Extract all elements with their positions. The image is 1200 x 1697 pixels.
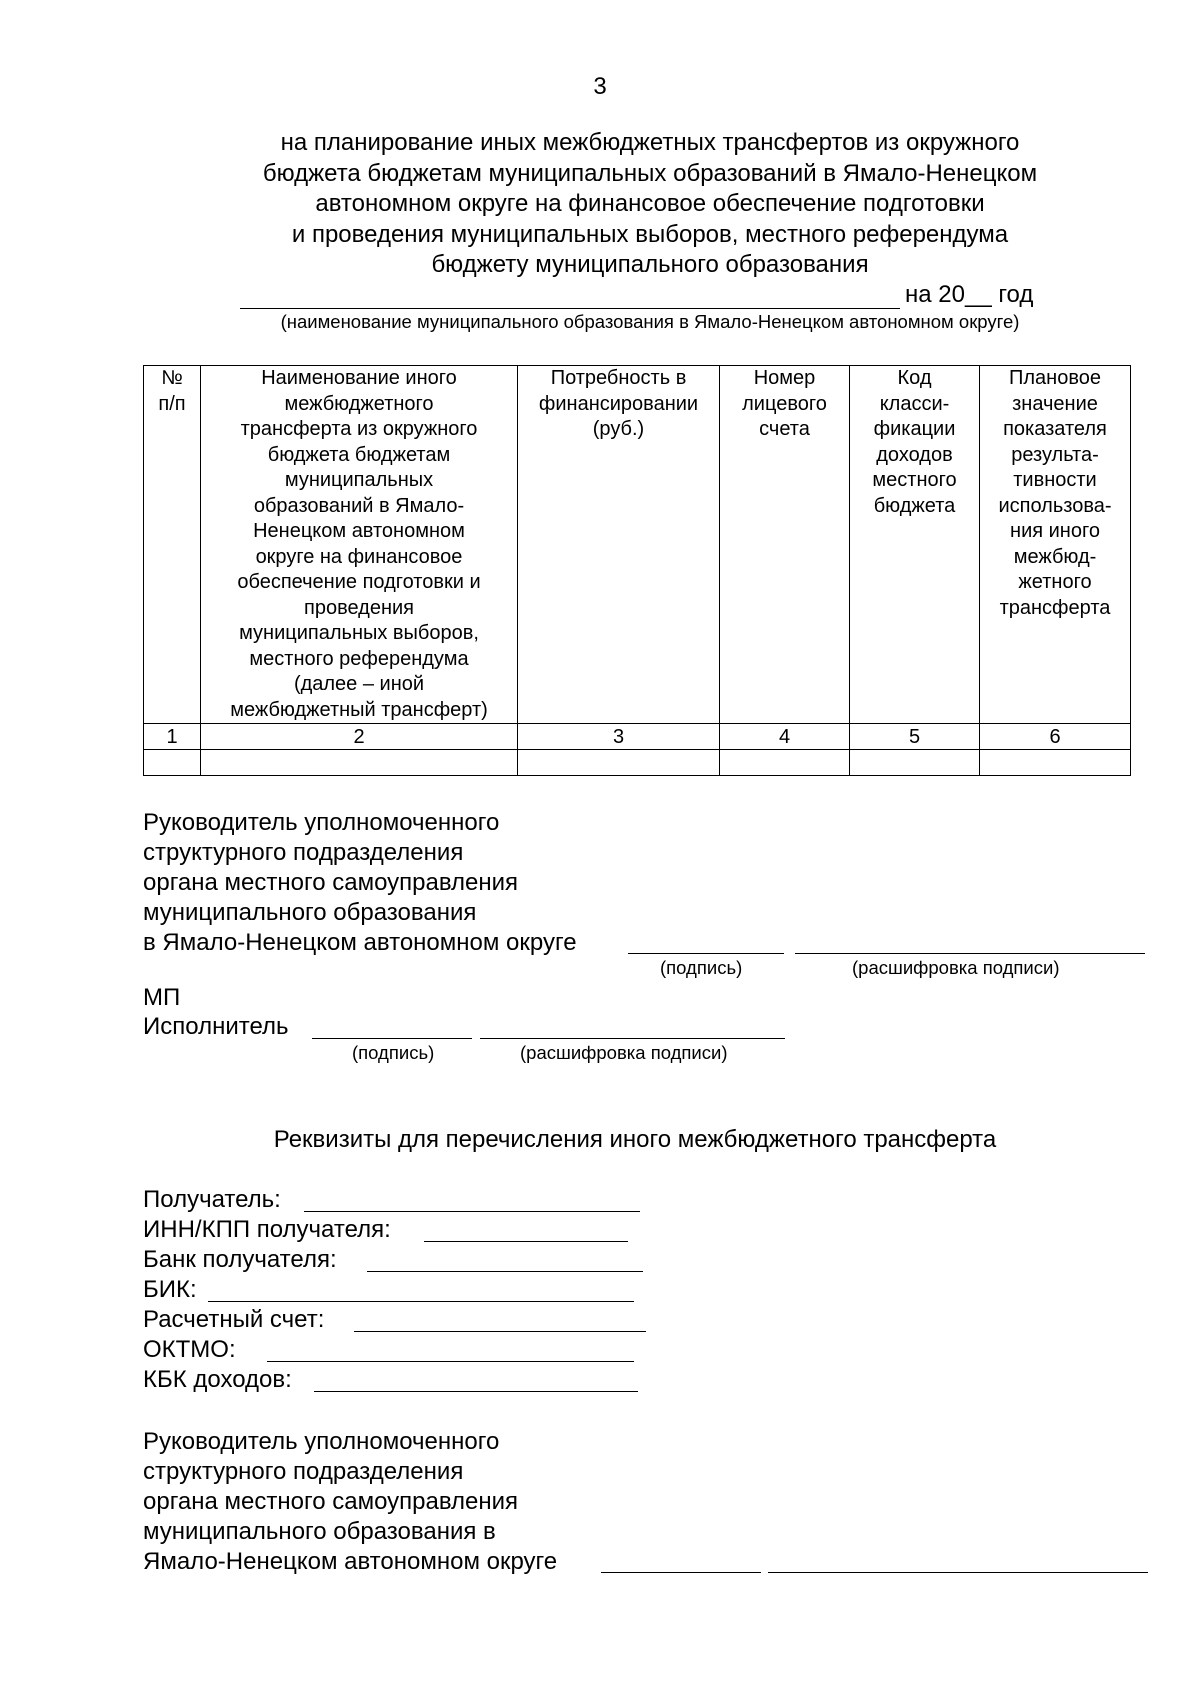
stamp-place-label: МП [143,984,181,1011]
bank-label: Банк получателя: [143,1246,337,1273]
column-header-account-number: Номер лицевого счета [720,366,850,724]
column-number-cell: 2 [201,724,518,750]
signatory-title-line: Ямало-Ненецком автономном округе [143,1548,558,1575]
signatory-title-line: органа местного самоуправления [143,1488,519,1515]
signatory-title-line: органа местного самоуправления [143,869,519,896]
bik-label: БИК: [143,1276,197,1303]
column-header-planned-value: Плановое значение показателя результа- тивности использова- ния иного межбюд- жетного трансферта [980,366,1131,724]
signature-decoding-line[interactable] [768,1572,1148,1573]
bank-field[interactable] [367,1271,643,1272]
signatory-title-line: структурного подразделения [143,839,464,866]
bik-field[interactable] [208,1301,634,1302]
recipient-label: Получатель: [143,1186,281,1213]
table-column-numbers-row [144,724,1131,750]
signatory-title-line: муниципального образования в [143,1518,496,1545]
year-label: на 20__ год [905,281,1034,308]
heading-line: и проведения муниципальных выборов, местного референдума [291,220,1009,248]
signatory-title-line: структурного подразделения [143,1458,464,1485]
column-header-transfer-name: Наименование иного межбюджетного трансферта из окружного бюджета бюджетам муниципальных образований в Ямало- Ненецком автономном округе на финансовое обеспечение подготовки и проведения муниципальных выборов, местного референдума (далее – иной межбюджетный трансферт) [201,366,518,724]
executor-signature-caption: (подпись) [352,1042,435,1063]
column-number-cell: 4 [720,724,850,750]
heading-line: автономном округе на финансовое обеспечение подготовки [315,190,985,217]
document-heading [150,128,1150,281]
page-number: 3 [593,73,607,100]
requisites-title: Реквизиты для перечисления иного межбюджетного трансферта [273,1126,997,1153]
signatory-title-line: Руководитель уполномоченного [143,809,500,836]
signature-line[interactable] [601,1572,761,1573]
inn-kpp-label: ИНН/КПП получателя: [143,1216,391,1243]
municipality-caption: (наименование муниципального образования в Ямало-Ненецком автономном округе) [280,311,1020,332]
empty-cell[interactable] [144,750,201,776]
executor-decoding-caption: (расшифровка подписи) [520,1042,728,1063]
kbk-field[interactable] [314,1391,638,1392]
signature-caption: (подпись) [660,957,743,978]
executor-decoding-line[interactable] [480,1038,785,1039]
empty-cell[interactable] [850,750,980,776]
recipient-field[interactable] [304,1211,640,1212]
column-header-income-code: Код класси- фикации доходов местного бюджета [850,366,980,724]
oktmo-label: ОКТМО: [143,1336,236,1363]
table-empty-row [144,750,1131,776]
column-number-cell: 1 [144,724,201,750]
heading-line: бюджету муниципального образования [431,251,869,278]
executor-label: Исполнитель [143,1013,289,1040]
signature-line[interactable] [628,953,784,954]
column-number-cell: 3 [518,724,720,750]
signature-decoding-line[interactable] [795,953,1145,954]
heading-line: бюджета бюджетам муниципальных образований в Ямало-Ненецком [262,159,1038,187]
empty-cell[interactable] [201,750,518,776]
column-number-cell: 6 [980,724,1131,750]
table-header-row [144,366,1131,724]
column-header-financing-need: Потребность в финансировании (руб.) [518,366,720,724]
column-header-number: № п/п [144,366,201,724]
executor-signature-line[interactable] [312,1038,472,1039]
account-label: Расчетный счет: [143,1306,325,1333]
signatory-title-line: муниципального образования [143,899,477,926]
signature-decoding-caption: (расшифровка подписи) [852,957,1060,978]
signatory-title-line: Руководитель уполномоченного [143,1428,500,1455]
transfer-table [143,365,1131,776]
signatory-title-line: в Ямало-Ненецком автономном округе [143,929,577,956]
account-field[interactable] [354,1331,646,1332]
empty-cell[interactable] [518,750,720,776]
empty-cell[interactable] [720,750,850,776]
heading-line: на планирование иных межбюджетных трансфертов из окружного [280,129,1020,156]
inn-kpp-field[interactable] [424,1241,628,1242]
oktmo-field[interactable] [267,1361,634,1362]
municipality-name-blank[interactable] [240,308,900,309]
empty-cell[interactable] [980,750,1131,776]
kbk-label: КБК доходов: [143,1366,292,1393]
column-number-cell: 5 [850,724,980,750]
